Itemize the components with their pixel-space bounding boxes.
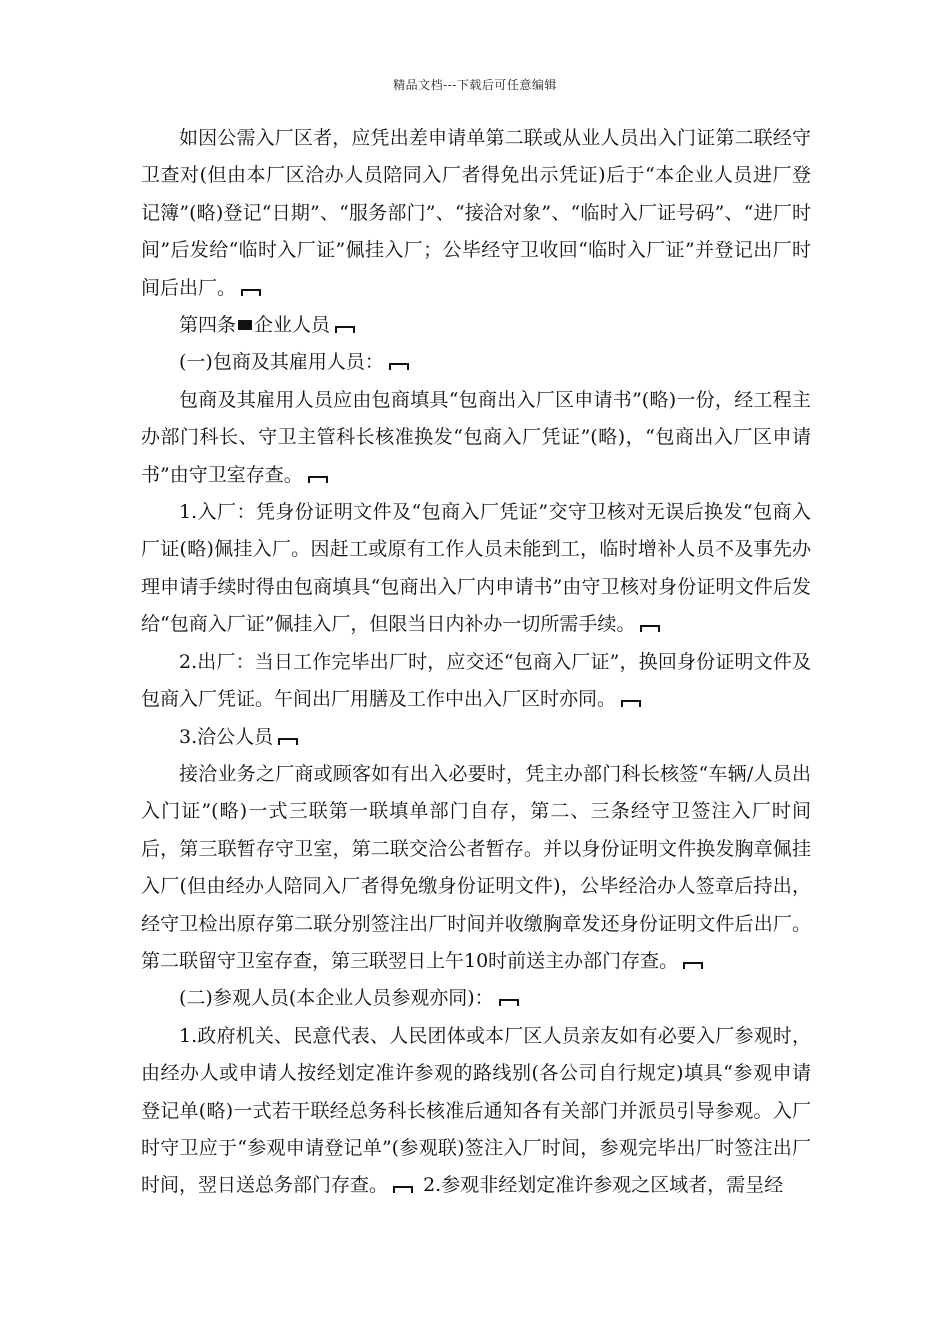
paragraph-mark-icon [683,962,703,969]
paragraph-text: 接洽业务之厂商或顾客如有出入必要时，凭主办部门科长核签“车辆/人员出入门证”(略)一式三联第一联填单部门自存，第二、三条经守卫签注入厂时间后，第三联暂存守卫室，第二联交洽公者暂存。并以身份证明文件换发胸章佩挂入厂(但由经办人陪同入厂者得免缴身份证明文件)，公毕经洽办人签章后持出，经守卫检出原存第二联分别签注出厂时间并收缴胸章发还身份证明文件后出厂。第二联留守卫室存查，第三联翌日上午10时前送主办部门存查。 [141,762,811,972]
paragraph-text: 1.入厂：凭身份证明文件及“包商入厂凭证”交守卫核对无误后换发“包商入厂证(略)佩挂入厂。因赶工或原有工作人员未能到工，临时增补人员不及事先办理申请手续时得由包商填具“包商出入厂内申请书”由守卫核对身份证明文件后发给“包商入厂证”佩挂入厂，但限当日内补办一切所需手续。 [141,501,811,636]
paragraph-mark-icon [499,999,519,1006]
document-body [141,120,811,1205]
paragraph-text: 1.政府机关、民意代表、人民团体或本厂区人员亲友如有必要入厂参观时，由经办人或申请人按经划定准许参观的路线别(各公司自行规定)填具“参观申请登记单(略)一式若干联经总务科长核准后通知各有关部门并派员引导参观。入厂时守卫应于“参观申请登记单”(参观联)签注入厂时间，参观完毕出厂时签注出厂时间，翌日送总务部门存查。 [141,1024,811,1197]
article-heading [141,307,811,344]
paragraph [141,382,811,494]
paragraph [141,756,811,980]
paragraph [141,494,811,644]
paragraph-mark-icon [389,363,409,370]
paragraph-text: 2.出厂：当日工作完毕出厂时，应交还“包商入厂证”，换回身份证明文件及包商入厂凭证。午间出厂用膳及工作中出入厂区时亦同。 [141,650,811,711]
square-bullet-icon [238,320,252,330]
paragraph [141,120,811,307]
subsection-heading [141,719,811,756]
section-heading [141,980,811,1017]
paragraph-mark-icon [621,700,641,707]
section-title: (一)包商及其雇用人员： [179,351,384,374]
paragraph-mark-icon [241,289,261,296]
section-title: (二)参观人员(本企业人员参观亦同)： [179,987,494,1010]
page-header: 精品文档---下载后可任意编辑 [393,78,557,92]
paragraph-mark-icon [640,625,660,632]
article-number: 第四条 [179,314,237,337]
paragraph-mark-icon [308,476,328,483]
paragraph-text: 2.参观非经划定准许参观之区域者，需呈经 [423,1174,784,1197]
paragraph-text: 包商及其雇用人员应由包商填具“包商出入厂区申请书”(略)一份，经工程主办部门科长、守卫主管科长核准换发“包商入厂凭证”(略)，“包商出入厂区申请书”由守卫室存查。 [141,388,811,486]
paragraph [141,644,811,719]
paragraph-mark-icon [393,1186,413,1193]
paragraph-mark-icon [278,738,298,745]
paragraph [141,1018,811,1205]
article-title: 企业人员 [254,314,331,337]
paragraph-mark-icon [335,326,355,333]
subsection-title: 3.洽公人员 [179,725,274,748]
section-heading [141,344,811,381]
paragraph-text: 如因公需入厂区者，应凭出差申请单第二联或从业人员出入门证第二联经守卫查对(但由本厂区洽办人员陪同入厂者得免出示凭证)后于“本企业人员进厂登记簿”(略)登记“日期”、“服务部门”、“接洽对象”、“临时入厂证号码”、“进厂时间”后发给“临时入厂证”佩挂入厂；公毕经守卫收回“临时入厂证”并登记出厂时间后出厂。 [141,127,811,299]
